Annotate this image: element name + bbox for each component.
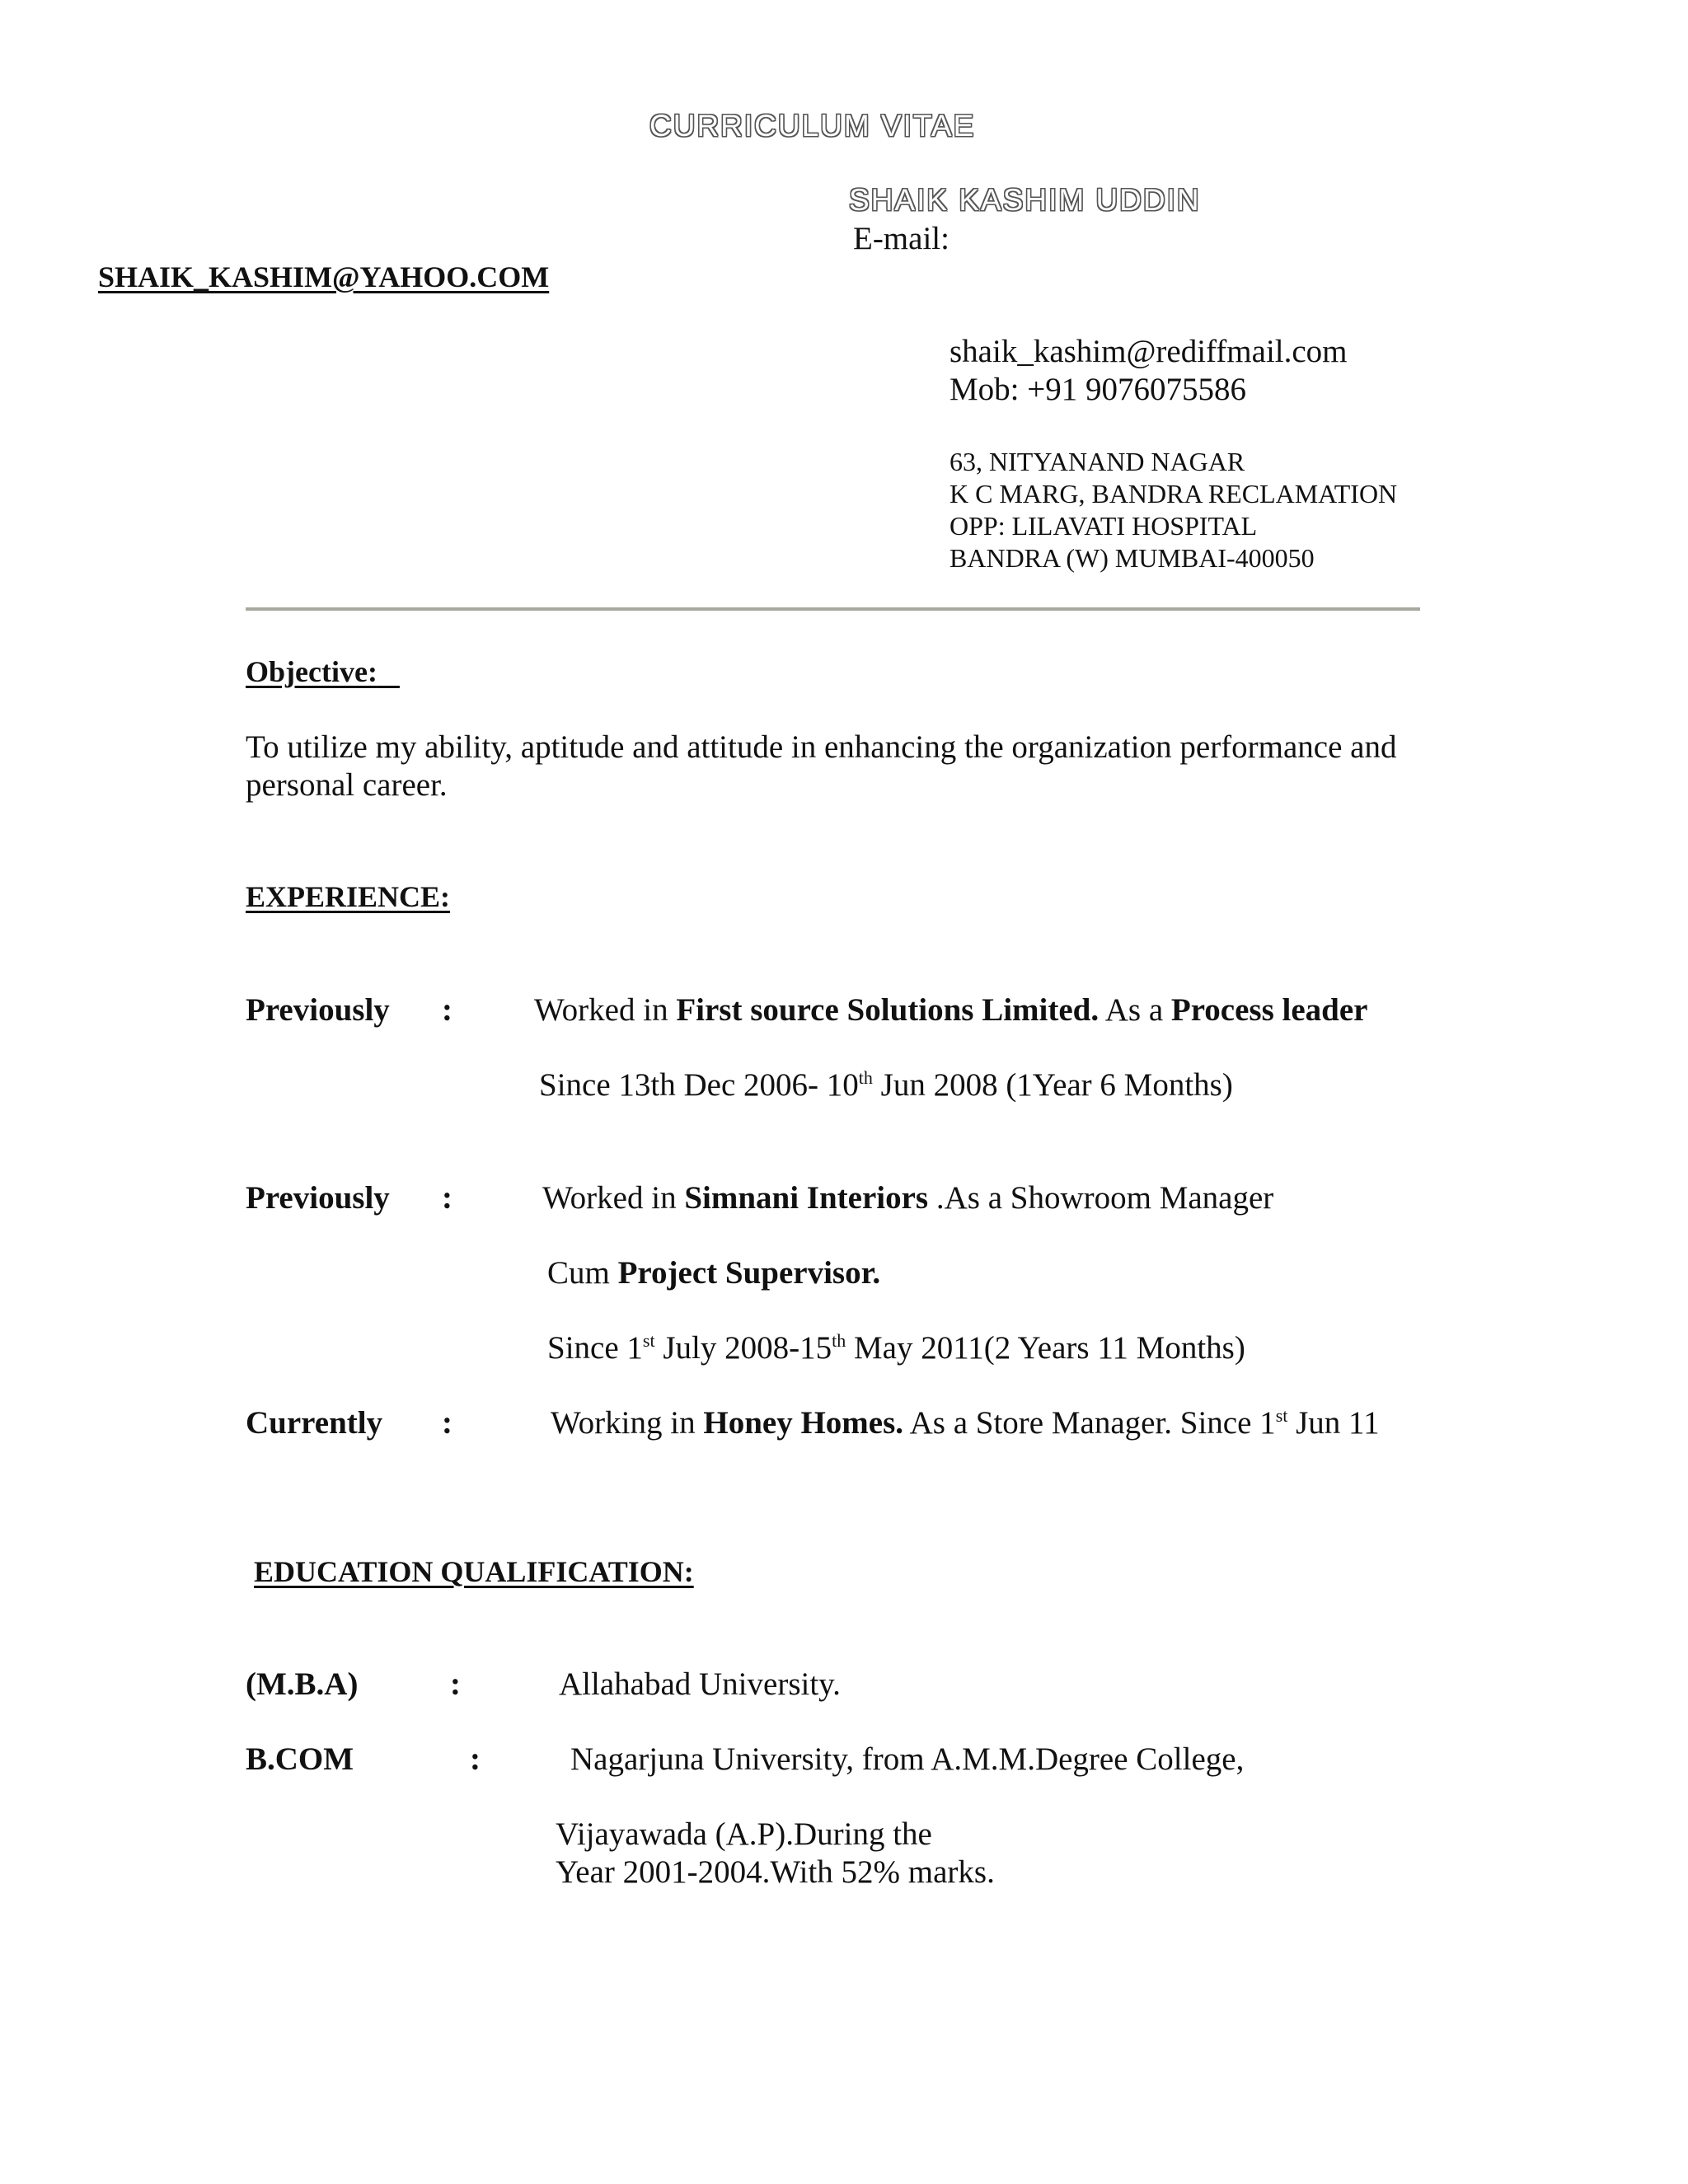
degree-details: Year 2001-2004.With 52% marks. [556, 1854, 995, 1890]
objective-text-line-1: To utilize my ability, aptitude and attitude in enhancing the organization performance and [246, 729, 1397, 765]
job-period: Since 13th Dec 2006- 10th Jun 2008 (1Year 6 Months) [539, 1067, 1233, 1103]
address-line: BANDRA (W) MUMBAI-400050 [950, 543, 1315, 573]
email-primary-link[interactable]: SHAIK_KASHIM@YAHOO.COM [98, 260, 550, 293]
job-company: First source Solutions Limited. [676, 992, 1100, 1028]
job-role-continued: Cum Project Supervisor. [547, 1255, 881, 1291]
degree-colon: : [450, 1666, 461, 1702]
address-line: K C MARG, BANDRA RECLAMATION [950, 479, 1398, 509]
objective-text-line-2: personal career. [246, 767, 448, 803]
job-colon: : [442, 992, 452, 1028]
degree-institution: Allahabad University. [559, 1666, 841, 1702]
address-line: 63, NITYANAND NAGAR [950, 447, 1245, 476]
degree-label: (M.B.A) [246, 1666, 359, 1702]
email-secondary: shaik_kashim@rediffmail.com [950, 334, 1348, 369]
degree-details: Vijayawada (A.P).During the [556, 1816, 932, 1852]
job-label: Previously [246, 992, 390, 1028]
candidate-name: SHAIK KASHIM UDDIN [849, 183, 1201, 217]
job-role: Process leader [1170, 992, 1368, 1028]
job-description: Worked in First source Solutions Limited. As a Process leader [534, 992, 1368, 1028]
job-company: Simnani Interiors [684, 1180, 929, 1216]
job-period: Since 1st July 2008-15th May 2011(2 Years 11 Months) [547, 1330, 1245, 1366]
email-label: E-mail: [853, 221, 950, 256]
header-divider [246, 607, 1420, 611]
experience-heading: EXPERIENCE: [246, 880, 451, 913]
job-colon: : [442, 1180, 452, 1216]
job-label: Currently [246, 1405, 383, 1441]
document-title: CURRICULUM VITAE [649, 109, 976, 143]
job-colon: : [442, 1405, 452, 1441]
degree-label: B.COM [246, 1741, 354, 1777]
address-line: OPP: LILAVATI HOSPITAL [950, 511, 1258, 541]
education-heading: EDUCATION QUALIFICATION: [254, 1555, 694, 1588]
degree-colon: : [470, 1741, 481, 1777]
degree-institution: Nagarjuna University, from A.M.M.Degree College, [570, 1741, 1245, 1777]
job-role: Project Supervisor. [617, 1255, 881, 1291]
job-description: Worked in Simnani Interiors .As a Showroom Manager [542, 1180, 1274, 1216]
job-label: Previously [246, 1180, 390, 1216]
mobile-number: Mob: +91 9076075586 [950, 372, 1247, 407]
job-company: Honey Homes. [703, 1405, 904, 1441]
job-description: Working in Honey Homes. As a Store Manager. Since 1st Jun 11 [551, 1405, 1380, 1441]
objective-heading: Objective: [246, 655, 377, 688]
